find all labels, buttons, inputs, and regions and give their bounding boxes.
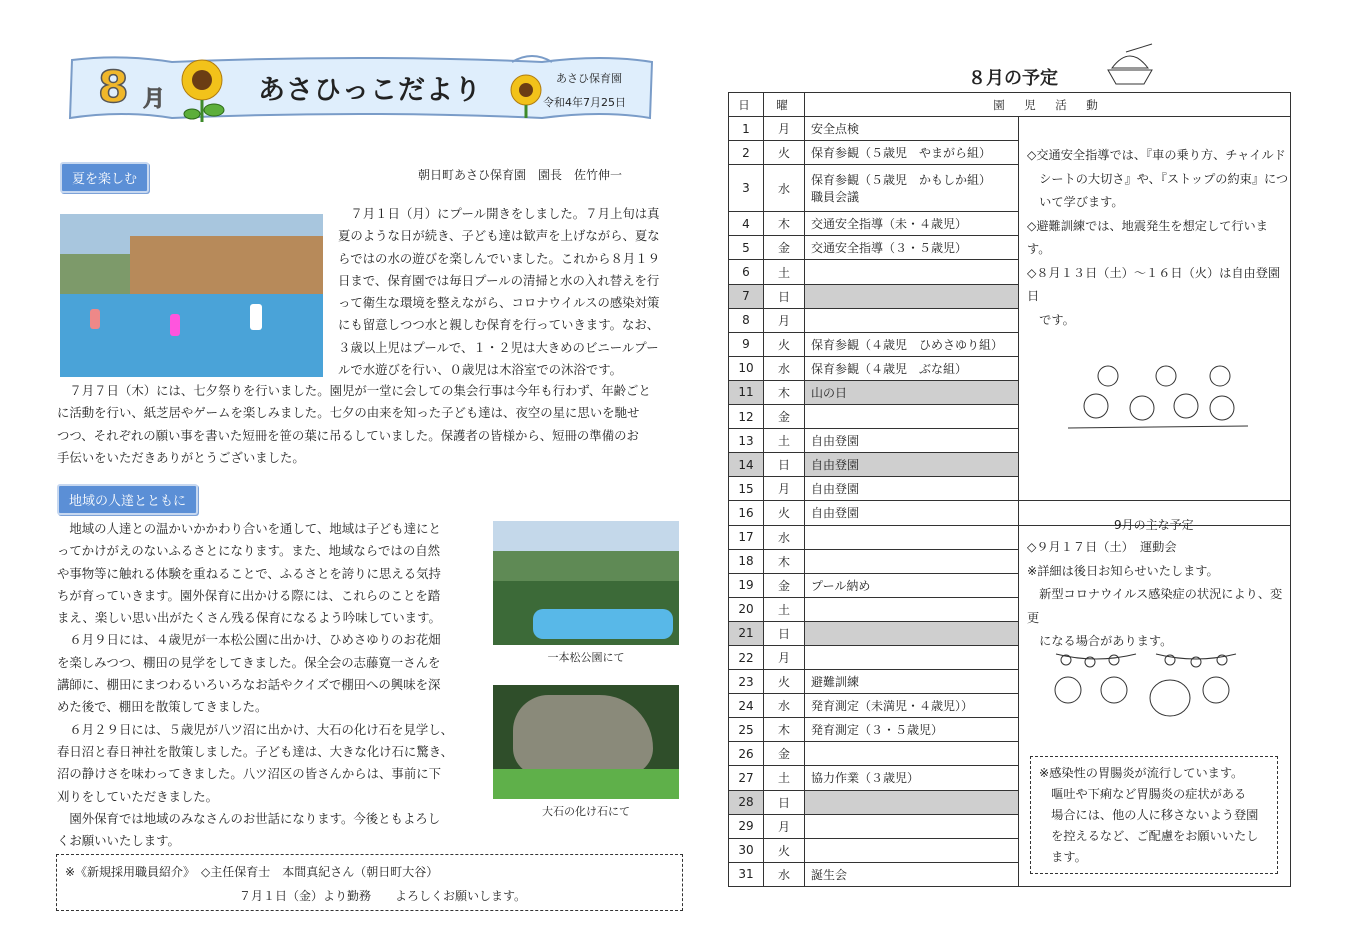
weekday: 金 <box>764 236 805 260</box>
weekday: 日 <box>764 453 805 477</box>
day-number: 30 <box>729 838 764 862</box>
day-number: 17 <box>729 525 764 549</box>
weekday: 木 <box>764 718 805 742</box>
weekday: 月 <box>764 117 805 141</box>
activity <box>805 549 1019 573</box>
day-number: 31 <box>729 862 764 886</box>
september-notes: ◇９月１７日（土） 運動会 ※詳細は後日お知らせいたします。 新型コロナウイルス感染症の状況により、変更 になる場合があります。 <box>1027 540 1283 648</box>
day-number: 5 <box>729 236 764 260</box>
infection-notice: ※感染性の胃腸炎が流行しています。 嘔吐や下痢など胃腸炎の症状がある 場合には、他の人に移さないよう登園 を控えるなど、ご配慮をお願いいたし ます。 <box>1039 766 1259 864</box>
header-day: 日 <box>729 93 764 117</box>
month-char: 月 <box>143 87 166 112</box>
fireworks-animals-icon <box>1068 362 1248 432</box>
weekday: 月 <box>764 308 805 332</box>
activity <box>805 284 1019 308</box>
day-number: 23 <box>729 670 764 694</box>
activity: 保育参観（５歳児 かもしか組） 職員会議 <box>805 165 1019 212</box>
summer-paragraph-1: ７月１日（月）にプール開きをしました。７月上旬は真 夏のような日が続き、子ども達は歓声を上げながら、夏な らではの水の遊びを楽しんでいました。これから８月１９ 日まで、保育園では毎日プールの清掃と水の入れ替えを行 って衛生な環境を整えながら、コロナウイルスの感染対策 にも留意しつつ水と親しむ保育を行っていきます。なお、 ３歳以上児はプールで、１・２児は大きめのビニールプー ルで水遊びを行い、０歳児は木浴室での沐浴です。 <box>338 206 661 378</box>
activity: プール納め <box>805 573 1019 597</box>
activity <box>805 742 1019 766</box>
issue-date: 令和4年7月25日 <box>543 96 626 109</box>
header-weekday: 曜 <box>764 93 805 117</box>
activity <box>805 405 1019 429</box>
day-number: 14 <box>729 453 764 477</box>
activity <box>805 525 1019 549</box>
day-number: 10 <box>729 356 764 380</box>
day-number: 7 <box>729 284 764 308</box>
weekday: 水 <box>764 356 805 380</box>
summer-paragraph-2: ７月７日（木）には、七夕祭りを行いました。園児が一堂に会しての集会行事は今年も行わず、年齢ごと に活動を行い、紙芝居やゲームを楽しみました。七夕の由来を知った子ども達は、夜空の星に思いを馳せ つつ、それぞれの願い事を書いた短冊を笹の葉に吊るしていました。保護者の皆様から、短冊の準備のお 手伝いをいただきありがとうございました。 <box>57 383 651 465</box>
activity: 自由登園 <box>805 453 1019 477</box>
day-number: 22 <box>729 645 764 669</box>
activity: 発育測定（３・５歳児） <box>805 718 1019 742</box>
weekday: 木 <box>764 212 805 236</box>
new-staff-line-1: ※《新規採用職員紹介》 ◇主任保育士 本間真紀さん（朝日町大谷） <box>65 865 439 879</box>
weekday: 火 <box>764 141 805 165</box>
day-number: 25 <box>729 718 764 742</box>
activity <box>805 790 1019 814</box>
activity <box>805 838 1019 862</box>
activity: 協力作業（３歳児） <box>805 766 1019 790</box>
day-number: 11 <box>729 380 764 404</box>
weekday: 火 <box>764 332 805 356</box>
september-title: 9月の主な予定 <box>1114 518 1194 532</box>
activity: 避難訓練 <box>805 670 1019 694</box>
new-staff-box <box>56 854 683 911</box>
day-number: 20 <box>729 597 764 621</box>
weekday: 日 <box>764 621 805 645</box>
day-number: 12 <box>729 405 764 429</box>
weekday: 火 <box>764 670 805 694</box>
schedule-header-row <box>729 93 1291 117</box>
day-number: 18 <box>729 549 764 573</box>
section-tag-summer: 夏を楽しむ <box>60 162 149 193</box>
activity: 交通安全指導（３・５歳児） <box>805 236 1019 260</box>
activity <box>805 645 1019 669</box>
rock-photo <box>493 685 679 799</box>
weekday: 月 <box>764 645 805 669</box>
newsletter-title: あさひっこだより <box>258 75 482 106</box>
activity: 自由登園 <box>805 429 1019 453</box>
header-activity: 園 児 活 動 <box>805 93 1291 117</box>
weekday: 土 <box>764 260 805 284</box>
day-number: 6 <box>729 260 764 284</box>
weekday: 月 <box>764 814 805 838</box>
activity <box>805 597 1019 621</box>
activity: 誕生会 <box>805 862 1019 886</box>
day-number: 19 <box>729 573 764 597</box>
day-number: 13 <box>729 429 764 453</box>
activity: 保育参観（５歳児 やまがら組） <box>805 141 1019 165</box>
activity: 交通安全指導（未・４歳児） <box>805 212 1019 236</box>
weekday: 木 <box>764 549 805 573</box>
weekday: 水 <box>764 525 805 549</box>
activity: 発育測定（未満児・４歳児）） <box>805 694 1019 718</box>
day-number: 8 <box>729 308 764 332</box>
new-staff-line-2: ７月１日（金）より勤務 よろしくお願いします。 <box>239 889 527 903</box>
weekday: 土 <box>764 597 805 621</box>
activity: 自由登園 <box>805 477 1019 501</box>
day-number: 29 <box>729 814 764 838</box>
activity: 保育参観（４歳児 ひめさゆり組） <box>805 332 1019 356</box>
day-number: 21 <box>729 621 764 645</box>
park-photo-caption: 一本松公園にて <box>547 651 625 664</box>
activity <box>805 260 1019 284</box>
day-number: 9 <box>729 332 764 356</box>
weekday: 火 <box>764 501 805 525</box>
weekday: 木 <box>764 380 805 404</box>
day-number: 3 <box>729 165 764 212</box>
day-number: 26 <box>729 742 764 766</box>
weekday: 月 <box>764 477 805 501</box>
weekday: 金 <box>764 573 805 597</box>
activity <box>805 308 1019 332</box>
weekday: 水 <box>764 165 805 212</box>
activity: 安全点検 <box>805 117 1019 141</box>
day-number: 2 <box>729 141 764 165</box>
festival-illustration-icon <box>1046 646 1246 724</box>
august-notes: ◇交通安全指導では、『車の乗り方、チャイルド シートの大切さ』や、『ストップの約束』につ いて学びます。 ◇避難訓練では、地震発生を想定して行います。 ◇８月１３日（土）～１６日（火）は自由登園日 です。 <box>1027 148 1289 327</box>
sunflower-icon <box>180 58 240 124</box>
weekday: 日 <box>764 790 805 814</box>
activity: 自由登園 <box>805 501 1019 525</box>
school-name: あさひ保育園 <box>556 72 622 85</box>
schedule-row <box>729 501 1291 525</box>
weekday: 金 <box>764 405 805 429</box>
section-tag-community: 地域の人達とともに <box>57 484 198 515</box>
day-number: 16 <box>729 501 764 525</box>
pool-photo <box>60 214 323 377</box>
weekday: 金 <box>764 742 805 766</box>
activity <box>805 621 1019 645</box>
weekday: 日 <box>764 284 805 308</box>
day-number: 15 <box>729 477 764 501</box>
activity <box>805 814 1019 838</box>
activity: 山の日 <box>805 380 1019 404</box>
shaved-ice-icon <box>1102 40 1160 92</box>
weekday: 水 <box>764 694 805 718</box>
park-photo <box>493 521 679 645</box>
schedule-row <box>729 117 1291 141</box>
schedule-title: ８月の予定 <box>968 68 1058 89</box>
author-line: 朝日町あさひ保育園 園長 佐竹伸一 <box>418 168 623 182</box>
month-number: 8 <box>98 62 129 113</box>
day-number: 1 <box>729 117 764 141</box>
day-number: 27 <box>729 766 764 790</box>
weekday: 土 <box>764 766 805 790</box>
activity: 保育参観（４歳児 ぶな組） <box>805 356 1019 380</box>
day-number: 28 <box>729 790 764 814</box>
rock-photo-caption: 大石の化け石にて <box>542 805 630 818</box>
day-number: 24 <box>729 694 764 718</box>
community-paragraph: 地域の人達との温かいかかわり合いを通して、地域は子ども達にと ってかけがえのないふるさとになります。また、地域ならではの自然 や事物等に触れる体験を重ねることで、ふるさとを誇りに思える気持 ちが育っていきます。園外保育に出かける際には、これらのことを踏 まえ、楽しい思い出がたくさん残る保育になるよう吟味しています。 ６月９日には、４歳児が一本松公園に出かけ、ひめさゆりのお花畑 を楽しみつつ、棚田の見学をしてきました。保全会の志藤寛一さんを 講師に、棚田にまつわるいろいろなお話やクイズで棚田への興味を深 めた後で、棚田を散策してきました。 ６月２９日には、５歳児が八ツ沼に出かけ、大石の化け石を見学し、 春日沼と春日神社を散策しました。子ども達は、大きな化け石に驚き、 沼の静けさを味わってきました。八ツ沼区の皆さんからは、事前に下 刈りをしていただきました。 園外保育では地域のみなさんのお世話になります。今後ともよろし くお願いいたします。 <box>57 521 454 849</box>
weekday: 土 <box>764 429 805 453</box>
weekday: 水 <box>764 862 805 886</box>
day-number: 4 <box>729 212 764 236</box>
weekday: 火 <box>764 838 805 862</box>
infection-notice-box <box>1030 756 1278 874</box>
